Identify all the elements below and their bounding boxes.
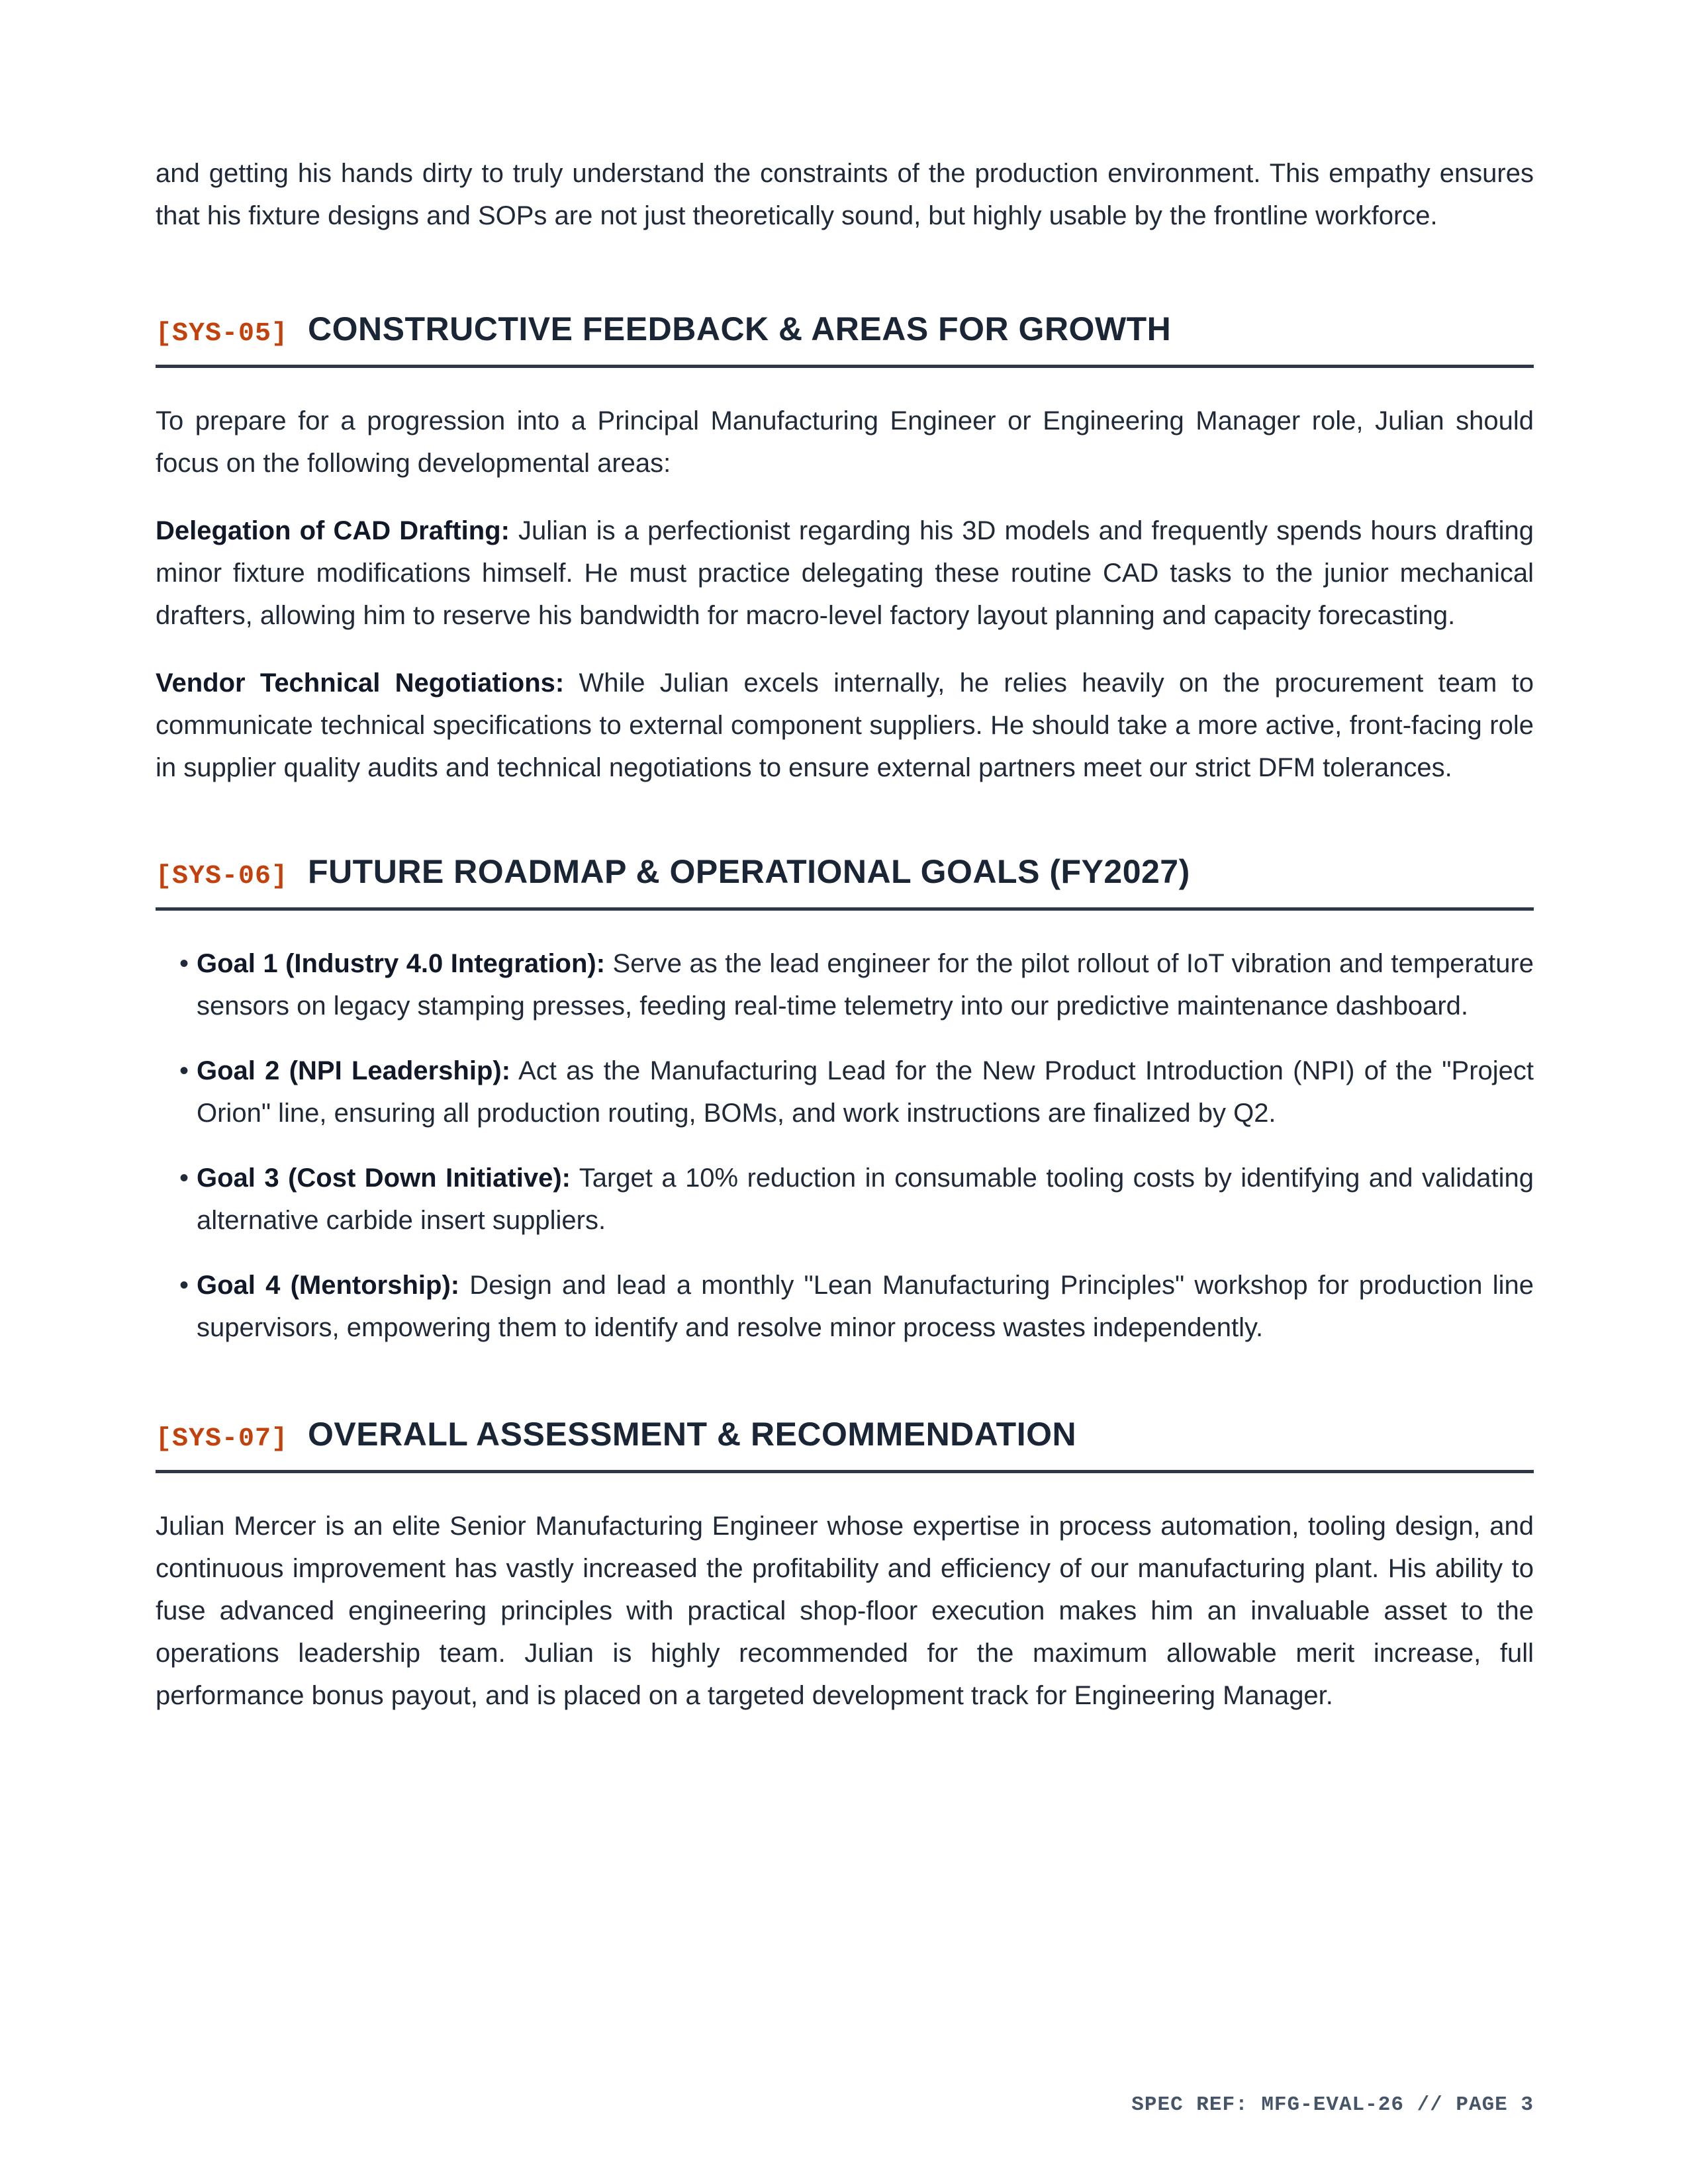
section-code: [SYS-05] bbox=[156, 319, 289, 349]
section-code: [SYS-06] bbox=[156, 862, 289, 891]
section-code: [SYS-07] bbox=[156, 1424, 289, 1454]
goal-label: Goal 4 (Mentorship): bbox=[197, 1271, 460, 1300]
goal-text: Act as the Manufacturing Lead for the New Product Introduction (NPI) of the "Project Orion" line, ensuring all production routing, BOMs, and work instructions are finalized by Q2. bbox=[197, 1056, 1534, 1128]
section-intro-paragraph: To prepare for a progression into a Principal Manufacturing Engineer or Engineering Manager role, Julian should focus on the following developmental areas: bbox=[156, 406, 1534, 478]
goal-item bbox=[156, 1264, 1534, 1349]
feedback-item bbox=[156, 510, 1534, 637]
feedback-item-text: While Julian excels internally, he relies heavily on the procurement team to communicate technical specifications to external component suppliers. He should take a more active, front-facing role in supplier quality audits and technical negotiations to ensure external partners meet our strict DFM tolerances. bbox=[156, 668, 1534, 782]
section-title: FUTURE ROADMAP & OPERATIONAL GOALS (FY2027) bbox=[308, 853, 1190, 890]
feedback-item-label: Delegation of CAD Drafting: bbox=[156, 516, 510, 545]
bullet-icon: • bbox=[179, 1271, 189, 1300]
feedback-item-text: Julian is a perfectionist regarding his 3D models and frequently spends hours drafting minor fixture modifications himself. He must practice delegating these routine CAD tasks to the junior mechanical drafters, allowing him to reserve his bandwidth for macro-level factory layout planning and capacity forecasting. bbox=[156, 516, 1534, 630]
section-heading-sys-07 bbox=[156, 1415, 1534, 1473]
goal-text: Serve as the lead engineer for the pilot rollout of IoT vibration and temperature sensors on legacy stamping presses, feeding real-time telemetry into our predictive maintenance dashboard. bbox=[197, 949, 1534, 1021]
section-title: CONSTRUCTIVE FEEDBACK & AREAS FOR GROWTH bbox=[308, 310, 1172, 347]
page-footer: SPEC REF: MFG-EVAL-26 // PAGE 3 bbox=[1131, 2093, 1534, 2116]
goal-item bbox=[156, 942, 1534, 1027]
section-heading-sys-05 bbox=[156, 310, 1534, 368]
section-title: OVERALL ASSESSMENT & RECOMMENDATION bbox=[308, 1416, 1077, 1453]
assessment-paragraph: Julian Mercer is an elite Senior Manufacturing Engineer whose expertise in process automation, tooling design, and continuous improvement has vastly increased the profitability and efficiency of our manufacturing plant. His ability to fuse advanced engineering principles with practical shop-floor execution makes him an invaluable asset to the operations leadership team. Julian is highly recommended for the maximum allowable merit increase, full performance bonus payout, and is placed on a targeted development track for Engineering Manager. bbox=[156, 1512, 1534, 1710]
goal-item bbox=[156, 1050, 1534, 1134]
goal-item bbox=[156, 1157, 1534, 1242]
goal-text: Design and lead a monthly "Lean Manufacturing Principles" workshop for production line supervisors, empowering them to identify and resolve minor process wastes independently. bbox=[197, 1271, 1534, 1342]
continuation-paragraph: and getting his hands dirty to truly understand the constraints of the production environment. This empathy ensures that his fixture designs and SOPs are not just theoretically sound, but highly usable by the frontline workforce. bbox=[156, 159, 1534, 230]
feedback-item-label: Vendor Technical Negotiations: bbox=[156, 668, 565, 698]
document-page bbox=[156, 152, 1534, 1742]
goal-text: Target a 10% reduction in consumable tooling costs by identifying and validating alternative carbide insert suppliers. bbox=[197, 1163, 1534, 1235]
bullet-icon: • bbox=[179, 1163, 189, 1193]
bullet-icon: • bbox=[179, 1056, 189, 1085]
goal-list bbox=[156, 942, 1534, 1349]
section-heading-sys-06 bbox=[156, 852, 1534, 911]
goal-label: Goal 1 (Industry 4.0 Integration): bbox=[197, 949, 606, 978]
feedback-item bbox=[156, 662, 1534, 789]
bullet-icon: • bbox=[179, 949, 189, 978]
goal-label: Goal 3 (Cost Down Initiative): bbox=[197, 1163, 571, 1193]
goal-label: Goal 2 (NPI Leadership): bbox=[197, 1056, 511, 1085]
